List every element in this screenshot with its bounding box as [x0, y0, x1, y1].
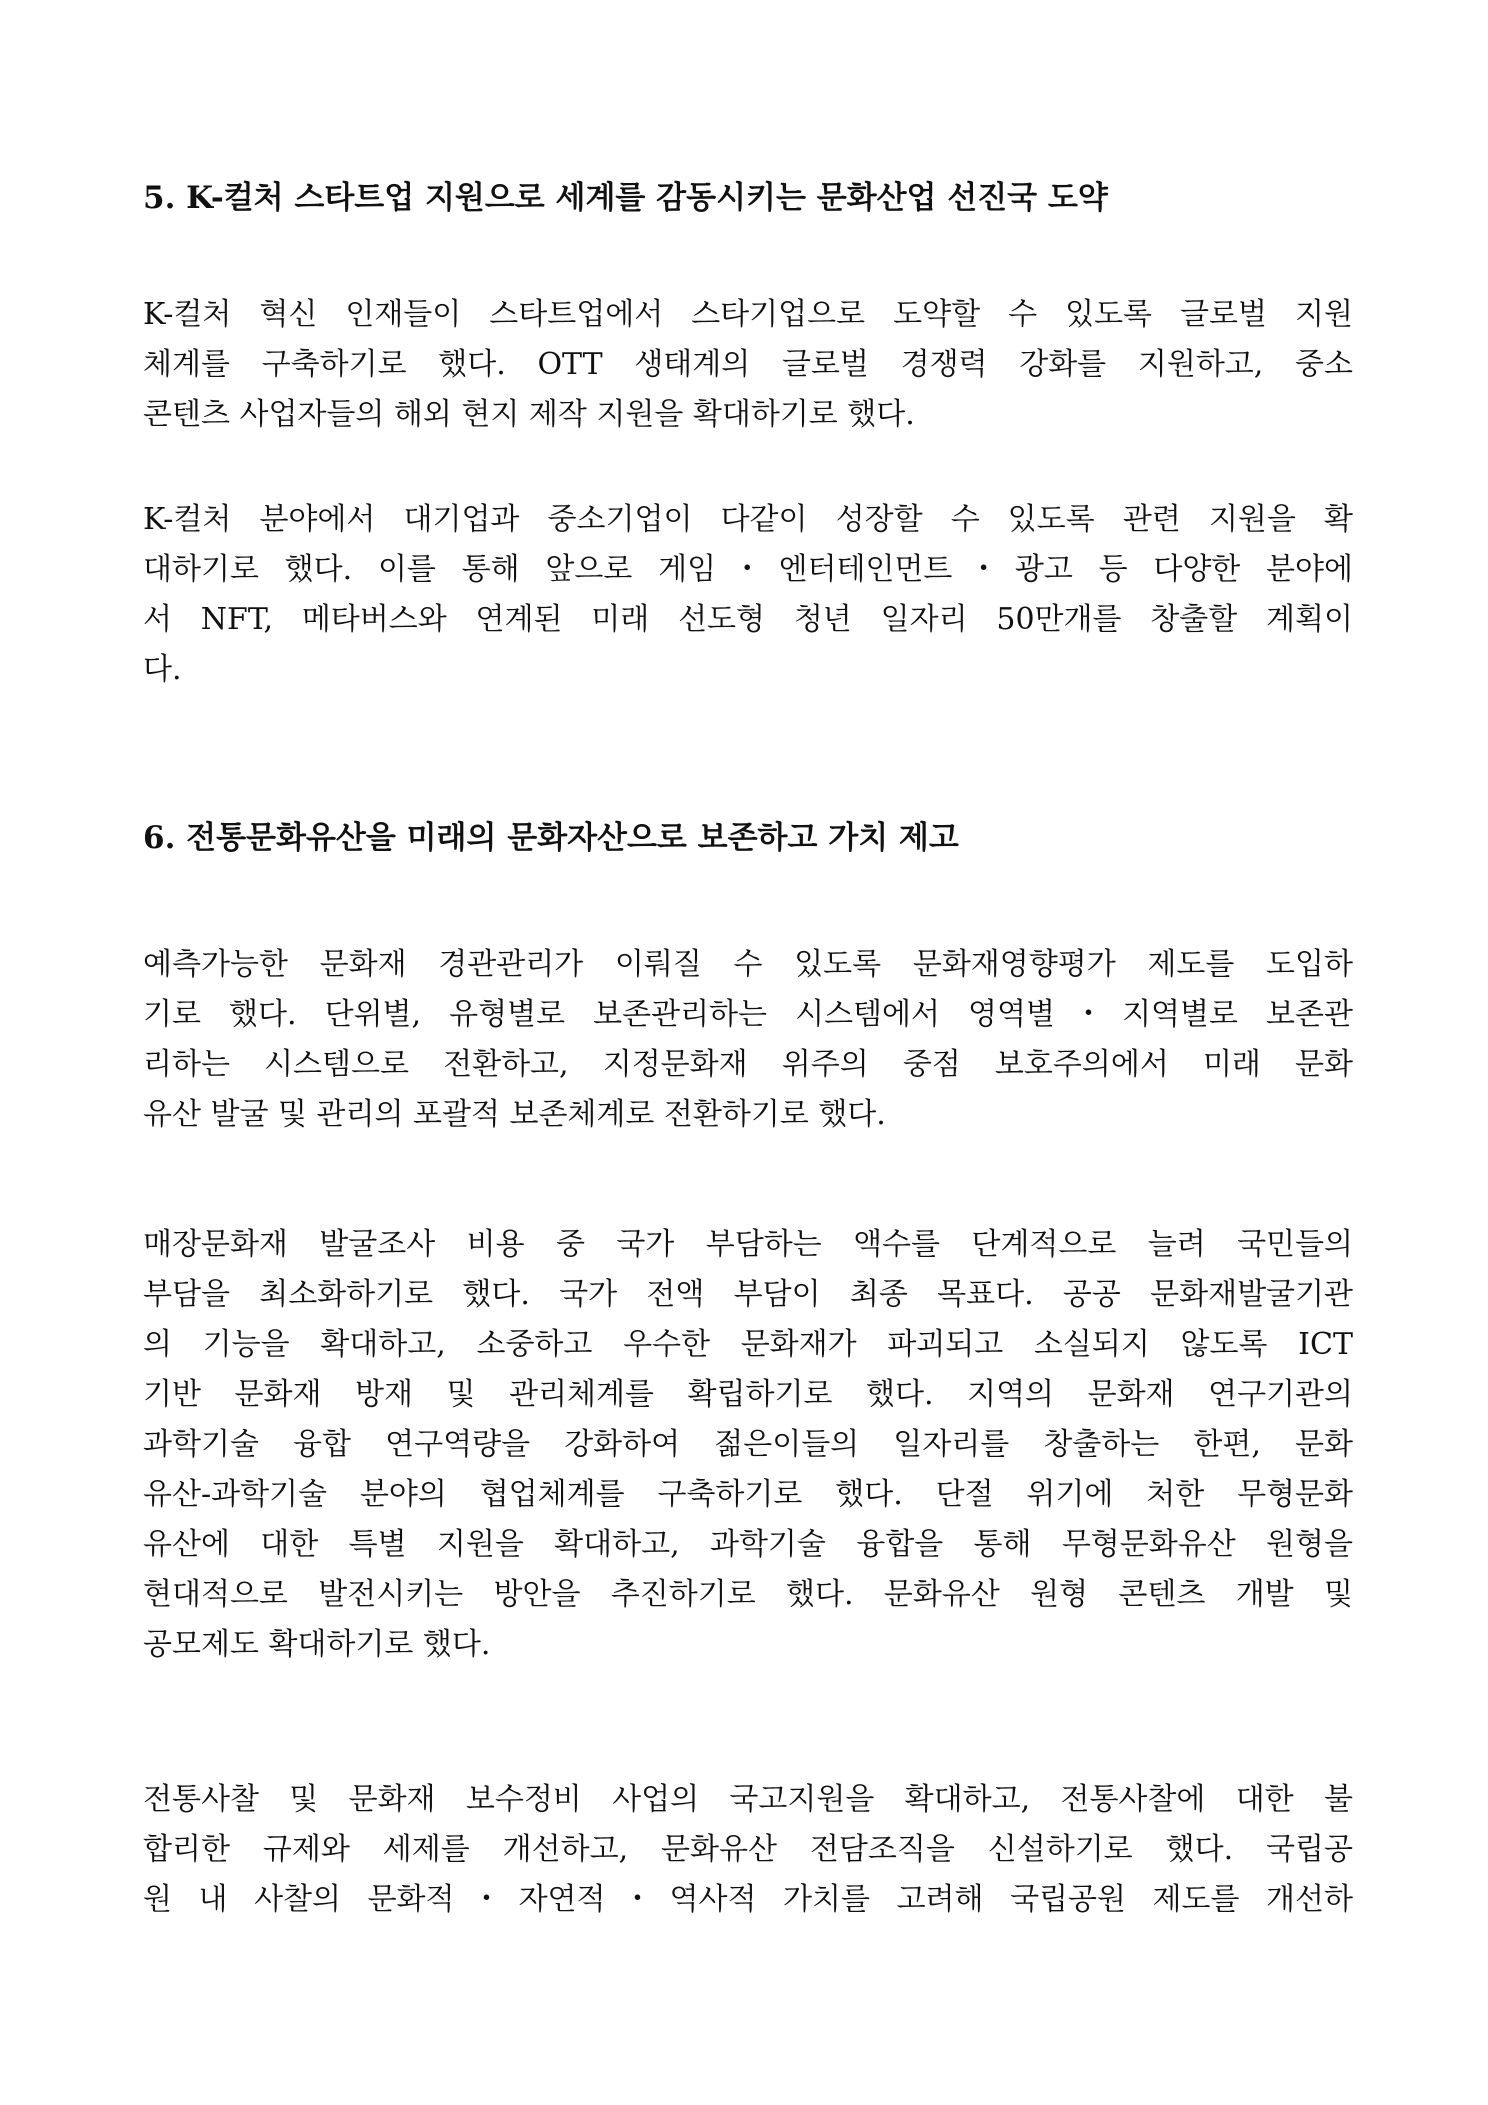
text-line: 기로 했다. 단위별, 유형별로 보존관리하는 시스템에서 영역별・지역별로 보존관 [143, 997, 1353, 1032]
section-6-paragraph-3 [143, 1775, 1353, 1925]
text-line: 유산-과학기술 분야의 협업체계를 구축하기로 했다. 단절 위기에 처한 무형문화 [143, 1477, 1353, 1512]
text-line: 현대적으로 발전시키는 방안을 추진하기로 했다. 문화유산 원형 콘텐츠 개발 및 [143, 1577, 1353, 1612]
text-line: 체계를 구축하기로 했다. OTT 생태계의 글로벌 경쟁력 강화를 지원하고, 중소 [143, 347, 1353, 382]
text-line: 합리한 규제와 세제를 개선하고, 문화유산 전담조직을 신설하기로 했다. 국립공 [143, 1832, 1353, 1867]
text-line: 다. [143, 652, 182, 687]
text-line: K-컬처 혁신 인재들이 스타트업에서 스타기업으로 도약할 수 있도록 글로벌 지원 [143, 297, 1353, 332]
text-line: K-컬처 분야에서 대기업과 중소기업이 다같이 성장할 수 있도록 관련 지원을 확 [143, 502, 1353, 537]
section-6-heading: 6. 전통문화유산을 미래의 문화자산으로 보존하고 가치 제고 [143, 820, 959, 856]
text-line: 기반 문화재 방재 및 관리체계를 확립하기로 했다. 지역의 문화재 연구기관의 [143, 1377, 1353, 1412]
text-line: 콘텐츠 사업자들의 해외 현지 제작 지원을 확대하기로 했다. [143, 397, 915, 432]
text-line: 예측가능한 문화재 경관관리가 이뤄질 수 있도록 문화재영향평가 제도를 도입하 [143, 947, 1353, 982]
text-line: 부담을 최소화하기로 했다. 국가 전액 부담이 최종 목표다. 공공 문화재발굴기관 [143, 1277, 1353, 1312]
text-line: 유산 발굴 및 관리의 포괄적 보존체계로 전환하기로 했다. [143, 1097, 886, 1132]
section-6-paragraph-2 [143, 1220, 1353, 1670]
section-5-heading: 5. K-컬처 스타트업 지원으로 세계를 감동시키는 문화산업 선진국 도약 [143, 180, 1108, 216]
text-line: 과학기술 융합 연구역량을 강화하여 젊은이들의 일자리를 창출하는 한편, 문화 [143, 1427, 1353, 1462]
text-line: 서 NFT, 메타버스와 연계된 미래 선도형 청년 일자리 50만개를 창출할 계획이 [143, 602, 1353, 637]
text-line: 대하기로 했다. 이를 통해 앞으로 게임・엔터테인먼트・광고 등 다양한 분야에 [143, 552, 1353, 587]
section-5-paragraph-2 [143, 495, 1353, 695]
section-6-paragraph-1 [143, 940, 1353, 1140]
text-line: 원 내 사찰의 문화적・자연적・역사적 가치를 고려해 국립공원 제도를 개선하 [143, 1882, 1353, 1917]
text-line: 공모제도 확대하기로 했다. [143, 1627, 491, 1662]
text-line: 유산에 대한 특별 지원을 확대하고, 과학기술 융합을 통해 무형문화유산 원형을 [143, 1527, 1353, 1562]
text-line: 의 기능을 확대하고, 소중하고 우수한 문화재가 파괴되고 소실되지 않도록 ICT [143, 1327, 1353, 1362]
section-5-paragraph-1 [143, 290, 1353, 440]
text-line: 매장문화재 발굴조사 비용 중 국가 부담하는 액수를 단계적으로 늘려 국민들의 [143, 1227, 1353, 1262]
text-line: 리하는 시스템으로 전환하고, 지정문화재 위주의 중점 보호주의에서 미래 문화 [143, 1047, 1353, 1082]
text-line: 전통사찰 및 문화재 보수정비 사업의 국고지원을 확대하고, 전통사찰에 대한 불 [143, 1782, 1353, 1817]
